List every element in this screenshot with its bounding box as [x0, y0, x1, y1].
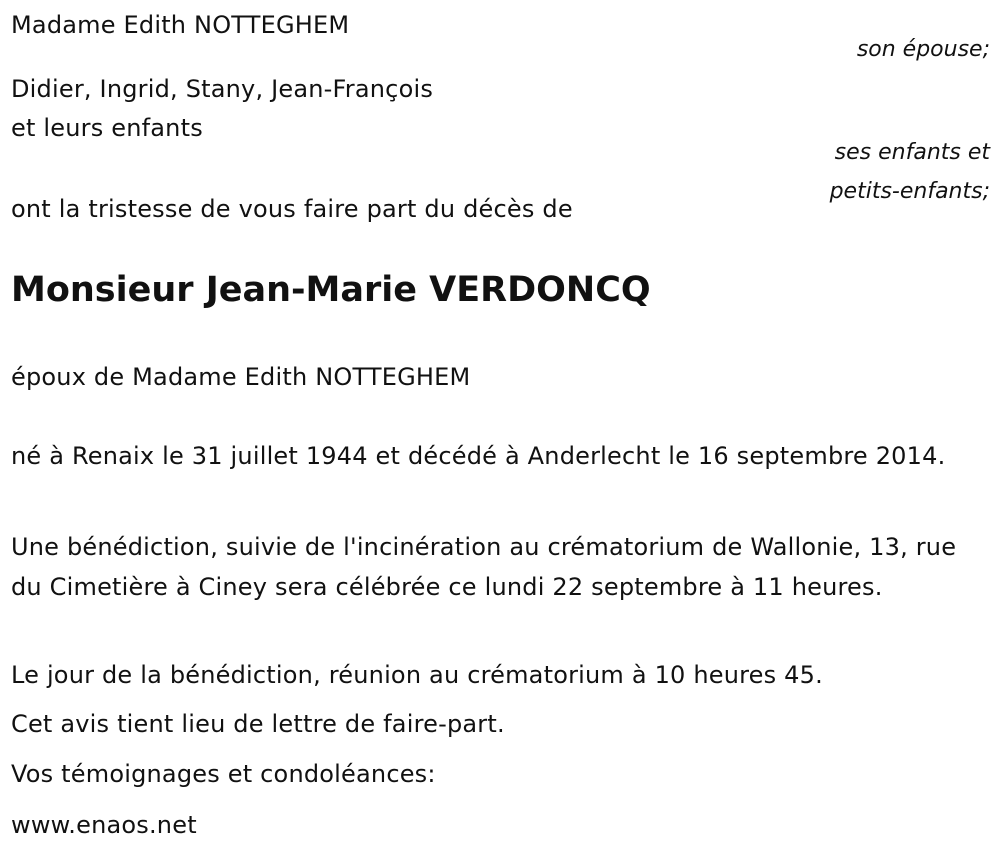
children-line2: et leurs enfants	[11, 114, 203, 142]
children-role-1: ses enfants et	[834, 140, 990, 165]
deceased-name: Monsieur Jean-Marie VERDONCQ	[11, 270, 651, 310]
notice-note: Cet avis tient lieu de lettre de faire-part.	[11, 710, 505, 738]
spouse-name: Madame Edith NOTTEGHEM	[11, 11, 350, 39]
condolences-label: Vos témoignages et condoléances:	[11, 760, 436, 788]
website-link[interactable]: www.enaos.net	[11, 811, 197, 839]
children-role-2: petits-enfants;	[829, 179, 990, 204]
ceremony: Une bénédiction, suivie de l'incinération au crématorium de Wallonie, 13, rue du Cimetière à Ciney sera célébrée ce lundi 22 septembre à 11 heures.	[11, 533, 957, 601]
birth-death: né à Renaix le 31 juillet 1944 et décédé à Anderlecht le 16 septembre 2014.	[11, 442, 946, 470]
spouse-of: époux de Madame Edith NOTTEGHEM	[11, 363, 471, 391]
spouse-role: son épouse;	[856, 37, 990, 62]
meeting: Le jour de la bénédiction, réunion au crématorium à 10 heures 45.	[11, 661, 823, 689]
announcement: ont la tristesse de vous faire part du décès de	[11, 195, 573, 223]
children-names: Didier, Ingrid, Stany, Jean-François	[11, 75, 434, 103]
